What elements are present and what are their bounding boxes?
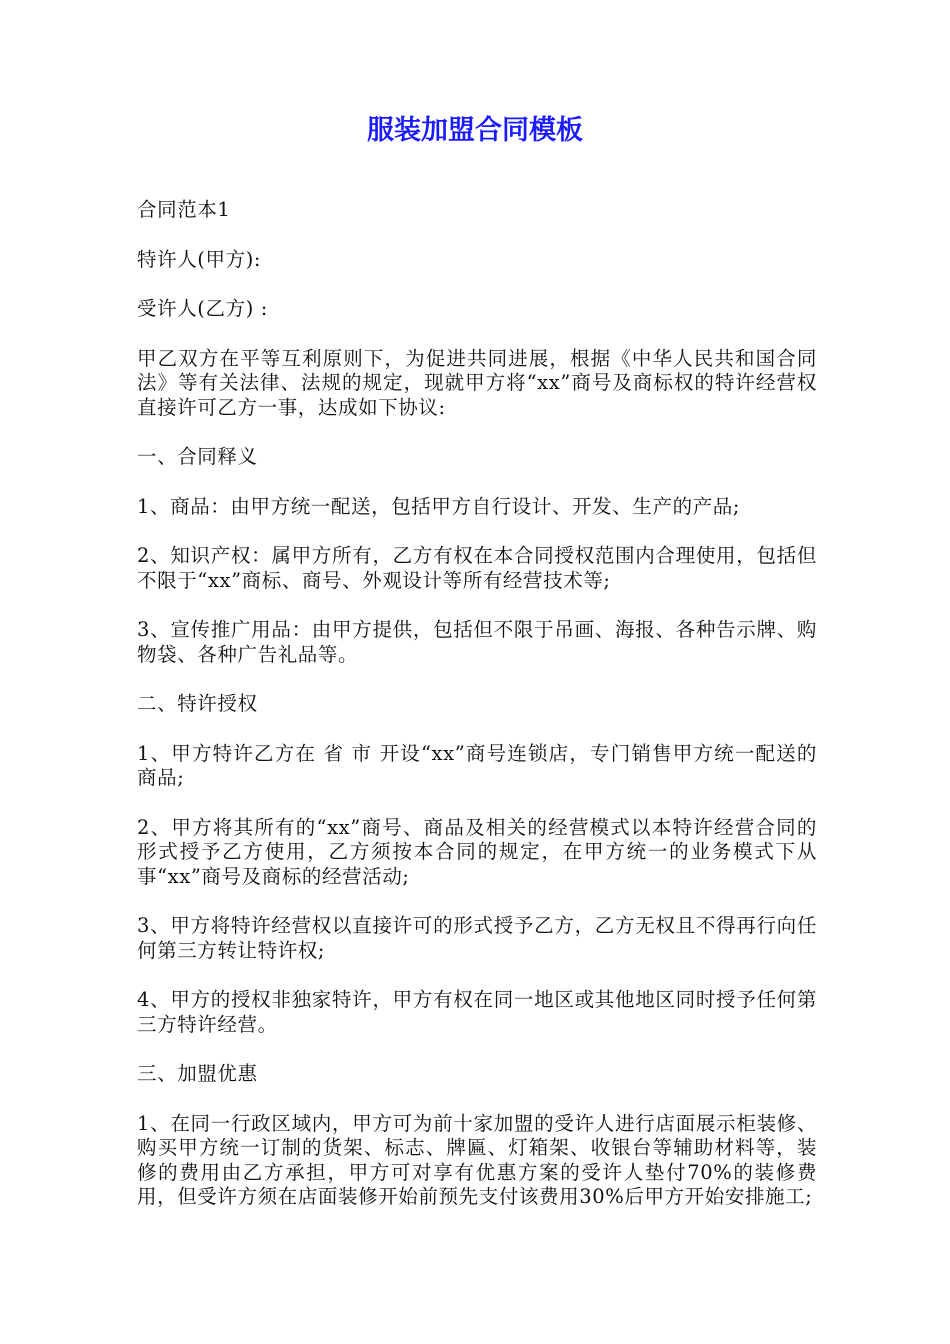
paragraph-license-4: 4、甲方的授权非独家特许，甲方有权在同一地区或其他地区同时授予任何第三方特许经营。 [137, 988, 817, 1036]
paragraph-license-3: 3、甲方将特许经营权以直接许可的形式授予乙方，乙方无权且不得再行向任何第三方转让特许权; [137, 914, 817, 962]
paragraph-contract-sample: 合同范本1 [137, 198, 231, 221]
section-heading-license: 二、特许授权 [137, 692, 258, 715]
paragraph-license-1: 1、甲方特许乙方在 省 市 开设“xx”商号连锁店，专门销售甲方统一配送的商品; [137, 741, 817, 789]
paragraph-franchisor: 特许人(甲方): [137, 247, 262, 271]
document-title: 服装加盟合同模板 [367, 115, 583, 146]
paragraph-definition-promo: 3、宣传推广用品：由甲方提供，包括但不限于吊画、海报、各种告示牌、购物袋、各种广告礼品等。 [137, 618, 817, 666]
paragraph-franchisee: 受许人(乙方) : [137, 297, 268, 320]
paragraph-definition-ip: 2、知识产权：属甲方所有，乙方有权在本合同授权范围内合理使用，包括但不限于“xx”商标、商号、外观设计等所有经营技术等; [137, 544, 817, 592]
paragraph-license-2: 2、甲方将其所有的“xx”商号、商品及相关的经营模式以本特许经营合同的形式授予乙方使用，乙方须按本合同的规定，在甲方统一的业务模式下从事“xx”商号及商标的经营活动; [137, 815, 817, 888]
section-heading-definitions: 一、合同释义 [137, 445, 258, 468]
paragraph-preamble: 甲乙双方在平等互利原则下，为促进共同进展，根据《中华人民共和国合同法》等有关法律、法规的规定，现就甲方将“xx”商号及商标权的特许经营权直接许可乙方一事，达成如下协议: [137, 346, 817, 419]
paragraph-definition-goods: 1、商品：由甲方统一配送，包括甲方自行设计、开发、生产的产品; [137, 494, 741, 518]
document-body [137, 198, 817, 1235]
section-heading-benefits: 三、加盟优惠 [137, 1062, 258, 1085]
paragraph-benefits-1: 1、在同一行政区域内，甲方可为前十家加盟的受许人进行店面展示柜装修、购买甲方统一订制的货架、标志、牌匾、灯箱架、收银台等辅助材料等，装修的费用由乙方承担，甲方可对享有优惠方案的受许人垫付70%的装修费用，但受许方须在店面装修开始前预先支付该费用30%后甲方开始安排施工; [137, 1111, 817, 1208]
